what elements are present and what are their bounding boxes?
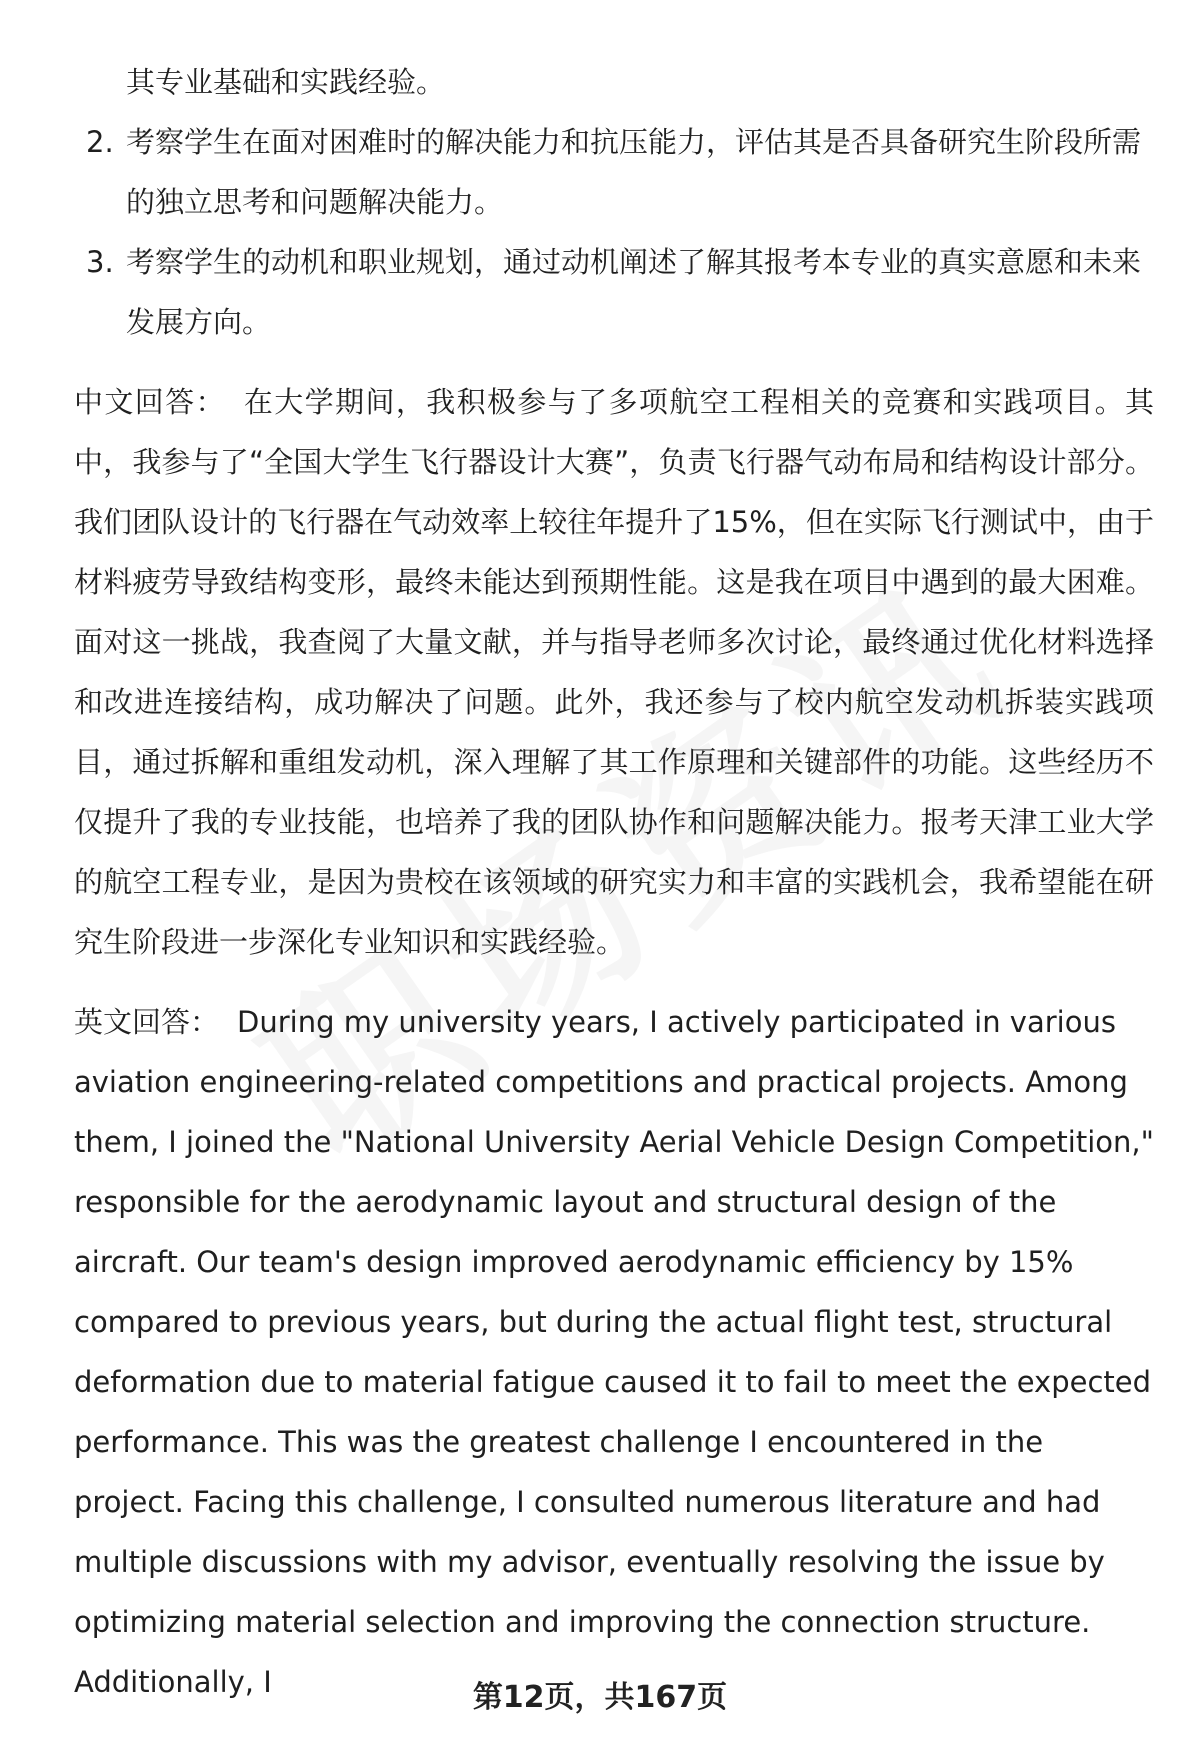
chinese-answer-paragraph <box>74 372 1154 972</box>
list-item <box>74 112 1154 232</box>
page-content <box>74 52 1154 1712</box>
english-answer-text: During my university years, I actively participated in various aviation engineering-related competitions and practical projects. Among them, I joined the "National University Aerial Vehicle Design Competition," responsible for the aerodynamic layout and structural design of the aircraft. Our team's design improved aerodynamic efficiency by 15% compared to previous years, but during the actual flight test, structural deformation due to material fatigue caused it to fail to meet the expected performance. This was the greatest challenge I encountered in the project. Facing this challenge, I consulted numerous literature and had multiple discussions with my advisor, eventually resolving the issue by optimizing material selection and improving the connection structure. Additionally, I <box>74 1005 1154 1699</box>
list-item-text: 考察学生在面对困难时的解决能力和抗压能力，评估其是否具备研究生阶段所需的独立思考和问题解决能力。 <box>126 125 1142 219</box>
chinese-answer-text: 在大学期间，我积极参与了多项航空工程相关的竞赛和实践项目。其中，我参与了“全国大学生飞行器设计大赛”，负责飞行器气动布局和结构设计部分。我们团队设计的飞行器在气动效率上较往年提升了15%，但在实际飞行测试中，由于材料疲劳导致结构变形，最终未能达到预期性能。这是我在项目中遇到的最大困难。面对这一挑战，我查阅了大量文献，并与指导老师多次讨论，最终通过优化材料选择和改进连接结构，成功解决了问题。此外，我还参与了校内航空发动机拆装实践项目，通过拆解和重组发动机，深入理解了其工作原理和关键部件的功能。这些经历不仅提升了我的专业技能，也培养了我的团队协作和问题解决能力。报考天津工业大学的航空工程专业，是因为贵校在该领域的研究实力和丰富的实践机会，我希望能在研究生阶段进一步深化专业知识和实践经验。 <box>74 385 1154 959</box>
list-item-number: 3. <box>86 245 114 279</box>
english-answer-label: 英文回答： <box>74 1005 220 1039</box>
list-item-text: 考察学生的动机和职业规划，通过动机阐述了解其报考本专业的真实意愿和未来发展方向。 <box>126 245 1142 339</box>
english-answer-paragraph <box>74 992 1154 1712</box>
chinese-answer-label: 中文回答： <box>74 385 226 419</box>
list-item-number: 2. <box>86 125 114 159</box>
list-item <box>74 232 1154 352</box>
page-number-footer: 第12页，共167页 <box>472 1680 728 1715</box>
list-item-continuation: 其专业基础和实践经验。 <box>126 65 446 99</box>
